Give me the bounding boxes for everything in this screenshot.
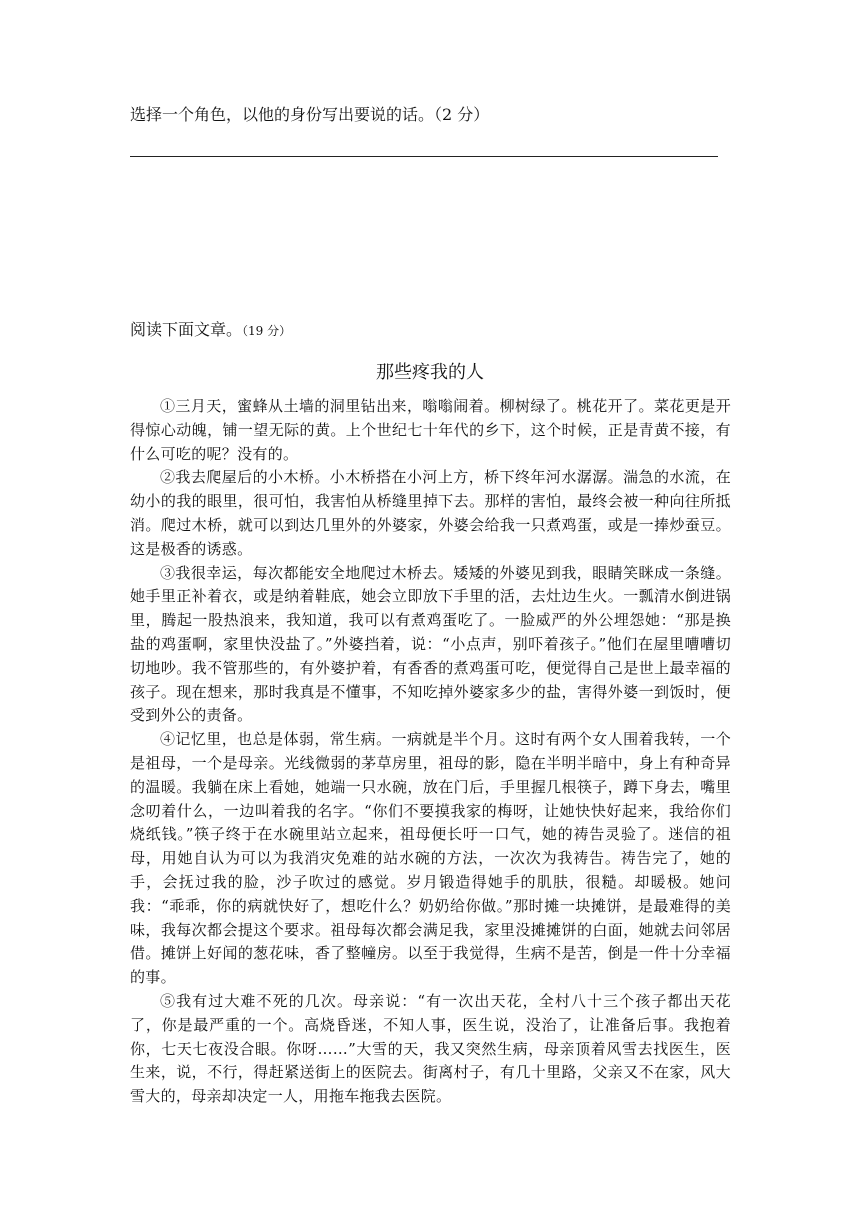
reading-heading-text: 阅读下面文章。 <box>130 320 243 339</box>
article-paragraph-1: ①三月天，蜜蜂从土墙的洞里钻出来，嗡嗡闹着。柳树绿了。桃花开了。菜花更是开得惊心动魄，铺一望无际的黄。上个世纪七十年代的乡下，这个时候，正是青黄不接，有什么可吃的呢？没有的。 <box>130 397 731 463</box>
reading-score: （19 分） <box>242 324 292 338</box>
answer-line[interactable] <box>130 156 718 157</box>
article-paragraph-5: ⑤我有过大难不死的几次。母亲说：“有一次出天花，全村八十三个孩子都出天花了，你是最严重的一个。高烧昏迷，不知人事，医生说，没治了，让准备后事。我抱着你，七天七夜没合眼。你呀……”大雪的天，我又突然生病，母亲顶着风雪去找医生，医生来，说，不行，得赶紧送街上的医院去。街离村子，有几十里路，父亲又不在家，风大雪大的，母亲却决定一人，用拖车拖我去医院。 <box>130 991 731 1106</box>
reading-section-heading <box>130 318 291 343</box>
article-body <box>130 395 731 1109</box>
question-prompt: 选择一个角色，以他的身份写出要说的话。（2 分） <box>130 105 490 124</box>
article-title: 那些疼我的人 <box>376 362 484 383</box>
article-paragraph-3: ③我很幸运，每次都能安全地爬过木桥去。矮矮的外婆见到我，眼睛笑眯成一条缝。她手里正补着衣，或是纳着鞋底，她会立即放下手里的活，去灶边生火。一瓢清水倒进锅里，腾起一股热浪来，我知道，我可以有煮鸡蛋吃了。一脸威严的外公埋怨她：“那是换盐的鸡蛋啊，家里快没盐了。”外婆挡着，说：“小点声，别吓着孩子。”他们在屋里嘈嘈切切地吵。我不管那些的，有外婆护着，有香香的煮鸡蛋可吃，便觉得自己是世上最幸福的孩子。现在想来，那时我真是不懂事，不知吃掉外婆家多少的盐，害得外婆一到饭时，便受到外公的责备。 <box>130 563 731 725</box>
article-paragraph-4: ④记忆里，也总是体弱，常生病。一病就是半个月。这时有两个女人围着我转，一个是祖母，一个是母亲。光线微弱的茅草房里，祖母的影，隐在半明半暗中，身上有种奇异的温暖。我躺在床上看她，她端一只水碗，放在门后，手里握几根筷子，蹲下身去，嘴里念叨着什么，一边叫着我的名字。“你们不要摸我家的梅呀，让她快快好起来，我给你们烧纸钱。”筷子终于在水碗里站立起来，祖母便长吁一口气，她的祷告灵验了。迷信的祖母，用她自认为可以为我消灾免难的站水碗的方法，一次次为我祷告。祷告完了，她的手，会抚过我的脸，沙子吹过的感觉。岁月锻造得她手的肌肤，很糙。却暖极。她问我：“乖乖，你的病就快好了，想吃什么？奶奶给你做。”那时摊一块摊饼，是最难得的美味，我每次都会提这个要求。祖母每次都会满足我，家里没摊摊饼的白面，她就去问邻居借。摊饼上好闻的葱花味，香了整幢房。以至于我觉得，生病不是苦，倒是一件十分幸福的事。 <box>130 730 731 987</box>
article-paragraph-2: ②我去爬屋后的小木桥。小木桥搭在小河上方，桥下终年河水潺潺。湍急的水流，在幼小的我的眼里，很可怕，我害怕从桥缝里掉下去。那样的害怕，最终会被一种向往所抵消。爬过木桥，就可以到达几里外的外婆家，外婆会给我一只煮鸡蛋，或是一捧炒蚕豆。这是极香的诱惑。 <box>130 468 731 558</box>
